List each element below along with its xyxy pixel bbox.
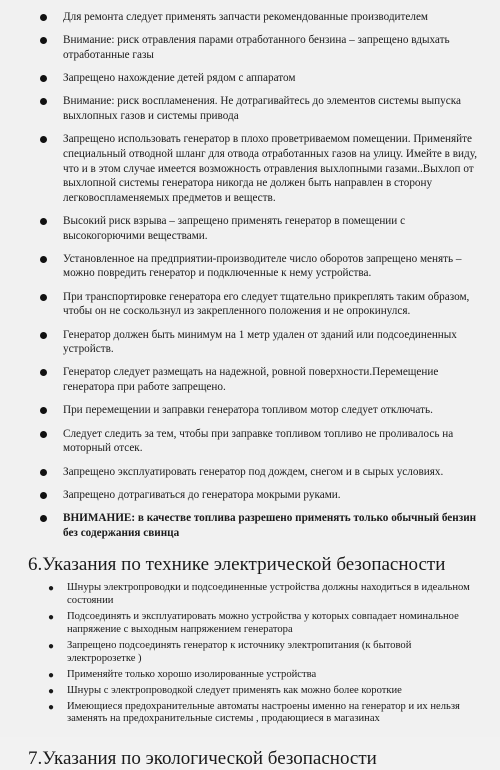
- bullet-icon: [40, 332, 47, 339]
- bullet-icon: ●: [48, 640, 55, 652]
- list-item-text: Внимание: риск воспламенения. Не дотрагивайтесь до элементов системы выпуска выхлопных газов и системы привода: [63, 95, 461, 123]
- list-item: [40, 10, 478, 25]
- list-item: [40, 94, 478, 123]
- bullet-icon: ●: [48, 583, 55, 595]
- list-item: [40, 132, 478, 205]
- list-item-text: Высокий риск взрыва – запрещено применять генератор в помещении с высокогорючими веществами.: [63, 214, 406, 242]
- list-item: [40, 640, 478, 666]
- bullet-icon: [40, 14, 47, 21]
- list-item-text: Запрещено использовать генератор в плохо проветриваемом помещении. Применяйте специальный отводной шланг для отвода отработанных газов на улицу. Имейте в виду, что и в этом случае имеется возможность отравления выхлопными газами..Выхлоп от выхлопной системы генератора никогда не должен быть направлен в сторону легковоспламеняемых предметов и веществ.: [63, 133, 477, 204]
- list-item-text: Шнуры электропроводки и подсоединенные устройства должны находиться в идеальном состоянии: [67, 582, 470, 607]
- bullet-icon: ●: [48, 685, 55, 697]
- list-item: [40, 488, 478, 503]
- list-item-text: Шнуры с электропроводкой следует применять как можно более короткие: [67, 684, 402, 696]
- list-item: [40, 214, 478, 243]
- bullet-icon: [40, 515, 47, 522]
- list-item: [40, 33, 478, 62]
- list-item-text: Установленное на предприятии-производителе число оборотов запрещено менять – можно повредить генератор и подключенные к нему устройства.: [63, 252, 462, 280]
- list-item-text: Имеющиеся предохранительные автоматы настроены именно на генератор и их нельзя заменять на предохранительные системы , продающиеся в магазинах: [67, 700, 460, 725]
- bullet-icon: [40, 431, 47, 438]
- list-item: [40, 427, 478, 456]
- bullet-icon: ●: [48, 669, 55, 681]
- list-item-text: Применяйте только хорошо изолированные устройства: [67, 668, 317, 680]
- list-item-text: Генератор следует размещать на надежной, ровной поверхности.Перемещение генератора при работе запрещено.: [63, 366, 439, 394]
- bullet-icon: [40, 294, 47, 301]
- list-item: [40, 290, 478, 319]
- section-7-heading: 7.Указания по экологической безопасности: [28, 748, 377, 770]
- list-item-text: Запрещено подсоединять генератор к источнику электропитания (к бытовой электророзетке ): [67, 639, 412, 664]
- bullet-icon: [40, 469, 47, 476]
- electrical-safety-list: [40, 582, 478, 726]
- list-item-text: При транспортировке генератора его следует тщательно прикреплять таким образом, чтобы он не соскользнул из закрепленного положения и не опрокинулся.: [63, 290, 470, 318]
- list-item-text: Запрещено дотрагиваться до генератора мокрыми руками.: [63, 488, 341, 501]
- list-item: [40, 669, 478, 682]
- safety-warnings-list: [40, 10, 478, 540]
- list-item: [40, 582, 478, 608]
- bullet-icon: [40, 369, 47, 376]
- list-item-warning: [40, 511, 478, 540]
- list-item-text: Запрещено нахождение детей рядом с аппаратом: [63, 72, 296, 85]
- list-item-text: Следует следить за тем, чтобы при заправке топливом топливо не проливалось на моторный отсек.: [63, 427, 454, 455]
- list-item-text: Внимание: риск отравления парами отработанного бензина – запрещено вдыхать отработанные газы: [63, 34, 450, 61]
- bullet-icon: [40, 98, 47, 105]
- list-item: [40, 701, 478, 727]
- list-item: [40, 252, 478, 281]
- bullet-icon: [40, 75, 47, 82]
- list-item-text: Для ремонта следует применять запчасти рекомендованные производителем: [63, 11, 429, 23]
- bullet-icon: [40, 37, 47, 44]
- list-item: [40, 465, 478, 480]
- list-item-text: Запрещено эксплуатировать генератор под дождем, снегом и в сырых условиях.: [63, 465, 444, 478]
- section-6-heading: 6.Указания по технике электрической безопасности: [28, 554, 446, 576]
- list-item: [40, 365, 478, 394]
- bullet-icon: ●: [48, 612, 55, 624]
- bullet-icon: [40, 256, 47, 263]
- list-item-text: При перемещении и заправки генератора топливом мотор следует отключать.: [63, 404, 433, 417]
- bullet-icon: [40, 218, 47, 225]
- bullet-icon: [40, 407, 47, 414]
- list-item-text: Генератор должен быть минимум на 1 метр удален от зданий или подсоединенных устройств.: [63, 328, 457, 356]
- list-item: [40, 71, 478, 86]
- bullet-icon: [40, 136, 47, 143]
- list-item: [40, 328, 478, 357]
- list-item: [40, 403, 478, 418]
- list-item: [40, 611, 478, 637]
- bullet-icon: [40, 492, 47, 499]
- list-item-text: ВНИМАНИЕ: в качестве топлива разрешено применять только обычный бензин без содержания свинца: [63, 512, 477, 539]
- list-item: [40, 685, 478, 698]
- list-item-text: Подсоединять и эксплуатировать можно устройства у которых совпадает номинальное напряжение с выходным напряжением генератора: [67, 611, 459, 635]
- bullet-icon: ●: [48, 701, 55, 713]
